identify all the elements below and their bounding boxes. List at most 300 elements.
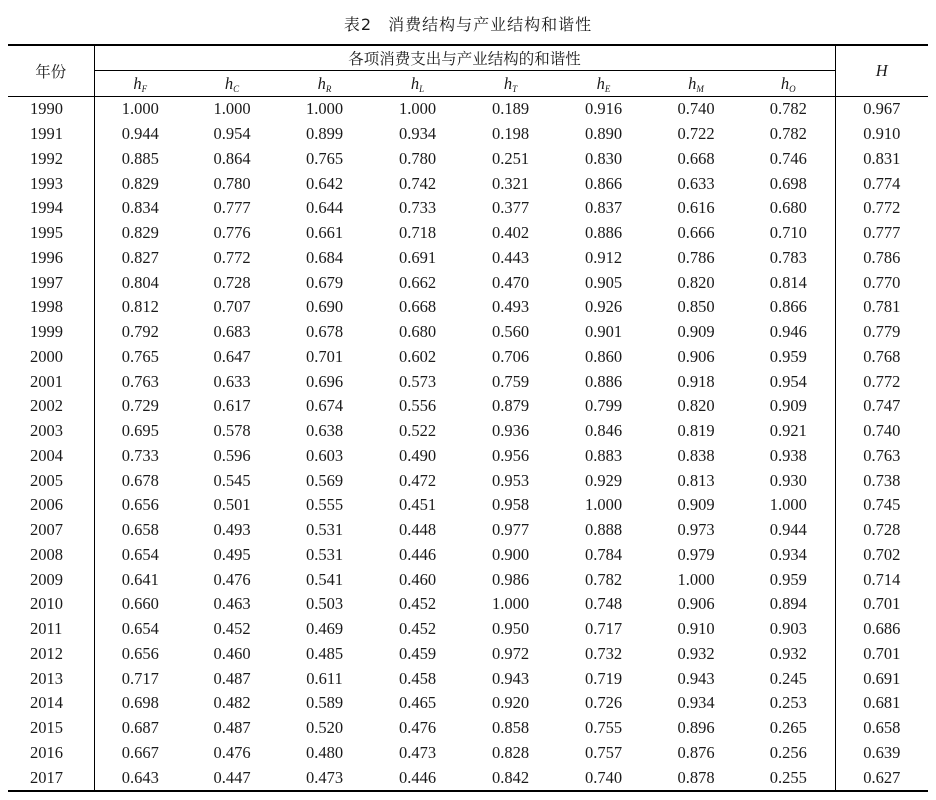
- value-cell-h-c: 0.728: [213, 272, 251, 292]
- value-cell-h-t: 0.198: [491, 124, 530, 144]
- column-header-base: h: [410, 73, 420, 93]
- year-cell: 2003: [30, 421, 63, 441]
- value-cell-h-l: 0.459: [398, 643, 437, 663]
- table-caption: [0, 12, 936, 35]
- year-cell: 2014: [30, 693, 63, 713]
- column-header-subscript: R: [325, 83, 332, 94]
- value-cell-h-o: 0.783: [769, 247, 807, 267]
- value-cell-h-m: 1.000: [677, 569, 715, 589]
- year-cell: 2012: [30, 643, 63, 663]
- value-cell-total-h: 0.831: [835, 147, 928, 172]
- column-header-h-l: [371, 71, 464, 97]
- value-cell-h-e: 0.757: [584, 742, 623, 762]
- value-cell-total-h: 0.740: [835, 419, 928, 444]
- value-cell-h-o: 0.934: [769, 544, 807, 564]
- value-cell-h-e: 0.905: [584, 272, 623, 292]
- value-cell-h-t: 0.936: [491, 421, 530, 441]
- value-cell-h-c: 0.487: [213, 718, 251, 738]
- value-cell-h-o: 0.866: [769, 297, 807, 317]
- value-cell-h-r: 0.674: [305, 396, 344, 416]
- value-cell-h-e: 0.784: [584, 544, 623, 564]
- year-cell: 1993: [30, 173, 63, 193]
- table-row: [8, 691, 928, 716]
- value-cell-h-r: 0.690: [305, 297, 344, 317]
- value-cell-h-r: 0.603: [305, 445, 344, 465]
- value-cell-h-o: 0.954: [769, 371, 807, 391]
- value-cell-h-e: 0.886: [584, 223, 623, 243]
- value-cell-h-e: 0.916: [584, 99, 623, 119]
- value-cell-total-h: 0.702: [835, 543, 928, 568]
- column-header-h-m: [650, 71, 742, 97]
- value-cell-h-r: 0.899: [305, 124, 344, 144]
- value-cell-h-e: 0.912: [584, 247, 623, 267]
- value-cell-h-f: 0.885: [94, 147, 186, 172]
- value-cell-total-h: 0.681: [835, 691, 928, 716]
- value-cell-h-m: 0.786: [677, 247, 715, 267]
- value-cell-h-r: 0.589: [305, 693, 344, 713]
- value-cell-h-f: 0.656: [94, 493, 186, 518]
- value-cell-h-o: 0.921: [769, 421, 807, 441]
- value-cell-h-e: 0.782: [584, 569, 623, 589]
- value-cell-total-h: 0.781: [835, 295, 928, 320]
- column-header-h-c: [186, 71, 278, 97]
- column-header-h-r: [278, 71, 371, 97]
- table-row: [8, 221, 928, 246]
- table-row: [8, 444, 928, 469]
- value-cell-h-t: 0.470: [491, 272, 530, 292]
- value-cell-h-l: 0.451: [398, 495, 437, 515]
- column-header-h-f: [94, 71, 186, 97]
- value-cell-h-c: 0.476: [213, 569, 251, 589]
- year-cell: 2010: [30, 594, 63, 614]
- value-cell-h-l: 0.458: [398, 668, 437, 688]
- value-cell-h-l: 0.472: [398, 470, 437, 490]
- value-cell-total-h: 0.701: [835, 642, 928, 667]
- value-cell-h-e: 0.837: [584, 198, 623, 218]
- value-cell-total-h: 0.770: [835, 270, 928, 295]
- value-cell-h-m: 0.813: [677, 470, 715, 490]
- year-cell: 1997: [30, 272, 63, 292]
- value-cell-h-o: 0.680: [769, 198, 807, 218]
- total-header: H: [835, 45, 928, 97]
- value-cell-total-h: 0.768: [835, 345, 928, 370]
- value-cell-h-r: 0.503: [305, 594, 344, 614]
- value-cell-total-h: 0.774: [835, 171, 928, 196]
- value-cell-h-m: 0.876: [677, 742, 715, 762]
- column-header-base: h: [224, 73, 234, 93]
- value-cell-h-f: 0.763: [94, 369, 186, 394]
- value-cell-h-t: 0.321: [491, 173, 530, 193]
- year-cell: 1996: [30, 247, 63, 267]
- year-cell: 2017: [8, 765, 94, 791]
- value-cell-h-e: 0.860: [584, 346, 623, 366]
- value-cell-h-f: 0.643: [94, 765, 186, 791]
- value-cell-h-e: 0.926: [584, 297, 623, 317]
- year-cell: 1995: [30, 223, 63, 243]
- value-cell-h-l: 1.000: [398, 99, 437, 119]
- value-cell-h-c: 0.780: [213, 173, 251, 193]
- value-cell-h-m: 0.666: [677, 223, 715, 243]
- value-cell-h-r: 0.765: [305, 148, 344, 168]
- year-cell: 2015: [30, 718, 63, 738]
- value-cell-h-r: 0.642: [305, 173, 344, 193]
- value-cell-h-m: 0.668: [677, 148, 715, 168]
- value-cell-h-t: 0.986: [491, 569, 530, 589]
- value-cell-h-l: 0.742: [398, 173, 437, 193]
- value-cell-h-l: 0.573: [398, 371, 437, 391]
- year-cell: 2016: [30, 742, 63, 762]
- value-cell-h-m: 0.850: [677, 297, 715, 317]
- year-cell: 2000: [30, 346, 63, 366]
- value-cell-h-l: 0.446: [398, 544, 437, 564]
- value-cell-total-h: 0.714: [835, 567, 928, 592]
- value-cell-h-m: 0.909: [677, 322, 715, 342]
- value-cell-h-f: 0.678: [94, 468, 186, 493]
- value-cell-h-c: 0.482: [213, 693, 251, 713]
- value-cell-h-t: 0.443: [491, 247, 530, 267]
- table-row: [8, 270, 928, 295]
- table-row: [8, 345, 928, 370]
- value-cell-h-l: 0.680: [398, 322, 437, 342]
- value-cell-total-h: 0.627: [835, 765, 928, 791]
- value-cell-h-f: 0.654: [94, 617, 186, 642]
- value-cell-h-t: 0.977: [491, 520, 530, 540]
- value-cell-h-o: 0.710: [769, 223, 807, 243]
- value-cell-h-o: 0.903: [769, 619, 807, 639]
- value-cell-h-t: 0.402: [491, 223, 530, 243]
- value-cell-h-r: 0.678: [305, 322, 344, 342]
- value-cell-h-o: 0.938: [769, 445, 807, 465]
- value-cell-h-c: 0.617: [213, 396, 251, 416]
- value-cell-h-c: 0.493: [213, 520, 251, 540]
- value-cell-h-c: 0.578: [213, 421, 251, 441]
- value-cell-h-l: 0.452: [398, 594, 437, 614]
- value-cell-total-h: 0.745: [835, 493, 928, 518]
- table-row: [8, 642, 928, 667]
- value-cell-h-e: 0.846: [584, 421, 623, 441]
- value-cell-h-l: 0.602: [398, 346, 437, 366]
- value-cell-total-h: 0.786: [835, 246, 928, 271]
- year-cell: 2002: [30, 396, 63, 416]
- value-cell-h-e: 0.888: [584, 520, 623, 540]
- value-cell-h-f: 0.765: [94, 345, 186, 370]
- value-cell-h-t: 0.950: [491, 619, 530, 639]
- table-row: [8, 246, 928, 271]
- table-row: [8, 196, 928, 221]
- value-cell-h-t: 0.759: [491, 371, 530, 391]
- value-cell-h-l: 0.691: [398, 247, 437, 267]
- year-cell: 2001: [30, 371, 63, 391]
- value-cell-h-c: 0.476: [213, 742, 251, 762]
- value-cell-h-f: 0.733: [94, 444, 186, 469]
- value-cell-h-t: 0.879: [491, 396, 530, 416]
- value-cell-h-o: 0.253: [769, 693, 807, 713]
- value-cell-h-l: 0.662: [398, 272, 437, 292]
- value-cell-h-f: 0.654: [94, 543, 186, 568]
- value-cell-h-m: 0.820: [677, 272, 715, 292]
- caption-title: 消费结构与产业结构和谐性: [388, 15, 593, 34]
- table-row: [8, 617, 928, 642]
- value-cell-h-t: 0.943: [491, 668, 530, 688]
- value-cell-h-r: 0.679: [305, 272, 344, 292]
- value-cell-h-o: 1.000: [769, 495, 807, 515]
- year-cell: 1991: [30, 124, 63, 144]
- value-cell-h-l: 0.668: [398, 297, 437, 317]
- value-cell-h-r: 0.569: [305, 470, 344, 490]
- value-cell-total-h: 0.701: [835, 592, 928, 617]
- column-header-subscript: F: [141, 83, 148, 94]
- value-cell-h-e: 0.740: [557, 765, 650, 791]
- table-row: [8, 518, 928, 543]
- value-cell-total-h: 0.967: [835, 97, 928, 122]
- value-cell-total-h: 0.658: [835, 716, 928, 741]
- value-cell-h-e: 0.755: [584, 718, 623, 738]
- value-cell-h-o: 0.814: [769, 272, 807, 292]
- value-cell-h-m: 0.918: [677, 371, 715, 391]
- value-cell-h-r: 0.485: [305, 643, 344, 663]
- value-cell-h-f: 0.827: [94, 246, 186, 271]
- value-cell-h-l: 0.556: [398, 396, 437, 416]
- column-header-subscript: O: [789, 83, 796, 94]
- value-cell-total-h: 0.686: [835, 617, 928, 642]
- value-cell-h-c: 0.772: [213, 247, 251, 267]
- column-header-subscript: C: [233, 83, 240, 94]
- value-cell-h-c: 0.460: [213, 643, 251, 663]
- value-cell-h-o: 0.930: [769, 470, 807, 490]
- table-row: [8, 592, 928, 617]
- year-cell: 2004: [30, 445, 63, 465]
- value-cell-h-c: 0.633: [213, 371, 251, 391]
- table-row: [8, 320, 928, 345]
- year-cell: 1992: [30, 148, 63, 168]
- value-cell-h-f: 0.812: [94, 295, 186, 320]
- year-cell: 1994: [30, 198, 63, 218]
- table-row: [8, 171, 928, 196]
- value-cell-h-c: 0.864: [213, 148, 251, 168]
- value-cell-h-m: 0.820: [677, 396, 715, 416]
- value-cell-h-c: 0.447: [186, 765, 278, 791]
- value-cell-h-l: 0.452: [398, 619, 437, 639]
- value-cell-h-m: 0.633: [677, 173, 715, 193]
- value-cell-h-f: 0.658: [94, 518, 186, 543]
- sub-header-row: [8, 71, 928, 97]
- value-cell-h-l: 0.934: [398, 124, 437, 144]
- column-header-base: h: [780, 73, 790, 93]
- value-cell-h-l: 0.733: [398, 198, 437, 218]
- value-cell-h-m: 0.910: [677, 619, 715, 639]
- value-cell-total-h: 0.772: [835, 196, 928, 221]
- value-cell-h-l: 0.780: [398, 148, 437, 168]
- value-cell-h-m: 0.906: [677, 346, 715, 366]
- value-cell-h-m: 0.934: [677, 693, 715, 713]
- value-cell-total-h: 0.738: [835, 468, 928, 493]
- year-header: 年份: [8, 45, 94, 97]
- value-cell-h-r: 0.469: [305, 619, 344, 639]
- year-cell: 2009: [30, 569, 63, 589]
- value-cell-total-h: 0.777: [835, 221, 928, 246]
- value-cell-h-r: 0.531: [305, 544, 344, 564]
- value-cell-h-l: 0.465: [398, 693, 437, 713]
- value-cell-h-l: 0.476: [398, 718, 437, 738]
- value-cell-h-o: 0.256: [769, 742, 807, 762]
- value-cell-h-r: 0.611: [306, 668, 343, 688]
- value-cell-h-c: 0.777: [213, 198, 251, 218]
- value-cell-h-c: 0.776: [213, 223, 251, 243]
- value-cell-h-e: 0.929: [584, 470, 623, 490]
- value-cell-h-f: 0.829: [94, 171, 186, 196]
- value-cell-h-o: 0.932: [769, 643, 807, 663]
- value-cell-h-e: 0.890: [584, 124, 623, 144]
- value-cell-h-o: 0.255: [742, 765, 835, 791]
- value-cell-h-e: 0.866: [584, 173, 623, 193]
- table-row: [8, 295, 928, 320]
- value-cell-h-m: 0.979: [677, 544, 715, 564]
- year-cell: 1990: [30, 99, 63, 119]
- year-cell: 2005: [30, 470, 63, 490]
- value-cell-h-c: 0.545: [213, 470, 251, 490]
- value-cell-h-e: 0.748: [584, 594, 623, 614]
- value-cell-h-l: 0.522: [398, 421, 437, 441]
- value-cell-h-t: 0.958: [491, 495, 530, 515]
- value-cell-h-m: 0.909: [677, 495, 715, 515]
- value-cell-h-t: 0.493: [491, 297, 530, 317]
- value-cell-h-m: 0.943: [677, 668, 715, 688]
- value-cell-h-t: 0.972: [491, 643, 530, 663]
- value-cell-h-e: 0.719: [584, 668, 623, 688]
- table-row: [8, 567, 928, 592]
- column-header-base: h: [133, 73, 142, 93]
- value-cell-h-c: 0.463: [213, 594, 251, 614]
- value-cell-total-h: 0.763: [835, 444, 928, 469]
- value-cell-h-t: 0.251: [491, 148, 530, 168]
- column-header-h-o: [742, 71, 835, 97]
- value-cell-h-r: 0.541: [305, 569, 344, 589]
- year-cell: 2006: [30, 495, 63, 515]
- value-cell-h-f: 1.000: [94, 97, 186, 122]
- column-header-base: h: [317, 73, 326, 93]
- value-cell-h-o: 0.782: [769, 124, 807, 144]
- value-cell-h-o: 0.245: [769, 668, 807, 688]
- value-cell-h-t: 0.900: [491, 544, 530, 564]
- year-cell: 1998: [30, 297, 63, 317]
- table-row: [8, 147, 928, 172]
- value-cell-h-t: 0.706: [491, 346, 530, 366]
- column-header-subscript: E: [604, 83, 611, 94]
- table-row: [8, 468, 928, 493]
- value-cell-h-m: 0.878: [650, 765, 742, 791]
- value-cell-h-m: 0.906: [677, 594, 715, 614]
- value-cell-h-t: 0.858: [491, 718, 530, 738]
- value-cell-h-e: 0.883: [584, 445, 623, 465]
- value-cell-h-m: 0.740: [677, 99, 715, 119]
- value-cell-h-o: 0.959: [769, 346, 807, 366]
- value-cell-h-o: 0.909: [769, 396, 807, 416]
- value-cell-h-e: 1.000: [584, 495, 623, 515]
- value-cell-h-f: 0.944: [94, 122, 186, 147]
- value-cell-h-r: 0.531: [305, 520, 344, 540]
- value-cell-h-f: 0.729: [94, 394, 186, 419]
- value-cell-h-m: 0.819: [677, 421, 715, 441]
- column-header-base: h: [503, 73, 513, 93]
- value-cell-h-f: 0.660: [94, 592, 186, 617]
- value-cell-h-r: 0.473: [278, 765, 371, 791]
- column-header-base: h: [688, 73, 697, 93]
- column-header-base: h: [596, 73, 605, 93]
- value-cell-h-m: 0.722: [677, 124, 715, 144]
- value-cell-h-m: 0.838: [677, 445, 715, 465]
- table-row: [8, 394, 928, 419]
- value-cell-h-r: 0.696: [305, 371, 344, 391]
- value-cell-h-l: 0.490: [398, 445, 437, 465]
- value-cell-h-m: 0.973: [677, 520, 715, 540]
- column-header-subscript: T: [512, 83, 518, 94]
- value-cell-total-h: 0.639: [835, 741, 928, 766]
- value-cell-h-e: 0.732: [584, 643, 623, 663]
- value-cell-h-m: 0.896: [677, 718, 715, 738]
- value-cell-h-f: 0.717: [94, 666, 186, 691]
- value-cell-total-h: 0.691: [835, 666, 928, 691]
- value-cell-h-o: 0.265: [769, 718, 807, 738]
- value-cell-h-l: 0.718: [398, 223, 437, 243]
- table-row: [8, 716, 928, 741]
- year-cell: 1999: [30, 322, 63, 342]
- value-cell-h-c: 0.452: [213, 619, 251, 639]
- value-cell-h-e: 0.886: [584, 371, 623, 391]
- value-cell-h-l: 0.460: [398, 569, 437, 589]
- value-cell-h-l: 0.473: [398, 742, 437, 762]
- value-cell-h-f: 0.656: [94, 642, 186, 667]
- value-cell-h-o: 0.894: [769, 594, 807, 614]
- value-cell-h-l: 0.448: [398, 520, 437, 540]
- value-cell-h-c: 0.487: [213, 668, 251, 688]
- value-cell-h-t: 0.189: [491, 99, 530, 119]
- value-cell-h-r: 0.701: [305, 346, 344, 366]
- value-cell-total-h: 0.728: [835, 518, 928, 543]
- caption-label: 表2: [343, 15, 373, 34]
- value-cell-h-r: 0.638: [305, 421, 344, 441]
- value-cell-total-h: 0.779: [835, 320, 928, 345]
- value-cell-h-t: 0.956: [491, 445, 530, 465]
- table-row: [8, 543, 928, 568]
- year-cell: 2007: [30, 520, 63, 540]
- value-cell-h-r: 0.644: [305, 198, 344, 218]
- table-row: [8, 122, 928, 147]
- value-cell-h-r: 0.684: [305, 247, 344, 267]
- value-cell-h-c: 0.707: [213, 297, 251, 317]
- column-header-h-t: [464, 71, 557, 97]
- value-cell-h-f: 0.829: [94, 221, 186, 246]
- value-cell-h-t: 0.560: [491, 322, 530, 342]
- value-cell-h-e: 0.726: [584, 693, 623, 713]
- table-row: [8, 741, 928, 766]
- year-cell: 2013: [30, 668, 63, 688]
- value-cell-h-t: 0.828: [491, 742, 530, 762]
- value-cell-h-l: 0.446: [371, 765, 464, 791]
- value-cell-h-c: 0.495: [213, 544, 251, 564]
- value-cell-h-f: 0.667: [94, 741, 186, 766]
- value-cell-h-e: 0.830: [584, 148, 623, 168]
- value-cell-h-f: 0.804: [94, 270, 186, 295]
- value-cell-h-f: 0.792: [94, 320, 186, 345]
- value-cell-h-c: 1.000: [213, 99, 251, 119]
- table-row: [8, 419, 928, 444]
- year-cell: 2011: [30, 619, 63, 639]
- value-cell-h-o: 0.698: [769, 173, 807, 193]
- value-cell-h-t: 0.953: [491, 470, 530, 490]
- value-cell-h-r: 0.520: [305, 718, 344, 738]
- value-cell-h-t: 1.000: [491, 594, 530, 614]
- value-cell-h-f: 0.698: [94, 691, 186, 716]
